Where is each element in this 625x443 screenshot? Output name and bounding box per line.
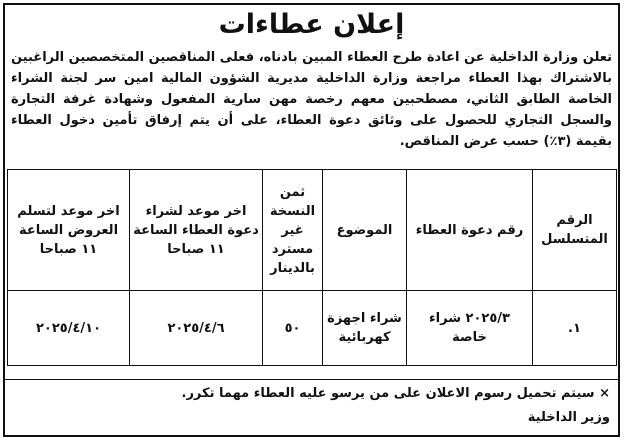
cell-serial: ١.: [533, 291, 617, 366]
header-purchase-deadline: اخر موعد لشراء دعوة العطاء الساعة ١١ صباحا: [130, 170, 263, 291]
table-row: [8, 291, 617, 366]
header-copy-price: ثمن النسخة غير مسترد بالدينار: [263, 170, 323, 291]
signature: وزير الداخلية: [527, 410, 610, 425]
announcement-frame: [3, 3, 620, 437]
cell-submission-deadline: ٢٠٢٥/٤/١٠: [8, 291, 130, 366]
cell-purchase-deadline: ٢٠٢٥/٤/٦: [130, 291, 263, 366]
header-submission-deadline: اخر موعد لتسلم العروض الساعة ١١ صباحا: [8, 170, 130, 291]
header-tender-number: رقم دعوة العطاء: [407, 170, 533, 291]
fee-note: × سيتم تحميل رسوم الاعلان على من يرسو عليه العطاء مهما تكرر.: [181, 386, 610, 401]
footer: [5, 379, 618, 436]
tender-table: [7, 169, 617, 366]
announcement-body: تعلن وزارة الداخلية عن اعادة طرح العطاء المبين بادناه، فعلى المناقصين المتخصصين الراغبين بالاشتراك بهذا العطاء مراجعة وزارة الداخلية مديرية الشؤون المالية امين سر لجنة الشراء الخاصة الطابق الثاني، مصطحبين معهم رخصة مهن سارية المفعول وشهادة غرفة التجارة والسجل التجاري للحصول على وثائق دعوة العطاء، على أن يتم إرفاق تأمين دخول العطاء بقيمة (٣٪) حسب عرض المناقص.: [11, 50, 612, 149]
cell-copy-price: ٥٠: [263, 291, 323, 366]
page-title: إعلان عطاءات: [218, 9, 405, 40]
header-subject: الموضوع: [323, 170, 407, 291]
header-serial: الرقم المتسلسل: [533, 170, 617, 291]
cell-tender-number: ٢٠٢٥/٣ شراء خاصة: [407, 291, 533, 366]
table-header-row: [8, 170, 617, 291]
cell-subject: شراء اجهزة كهربائية: [323, 291, 407, 366]
